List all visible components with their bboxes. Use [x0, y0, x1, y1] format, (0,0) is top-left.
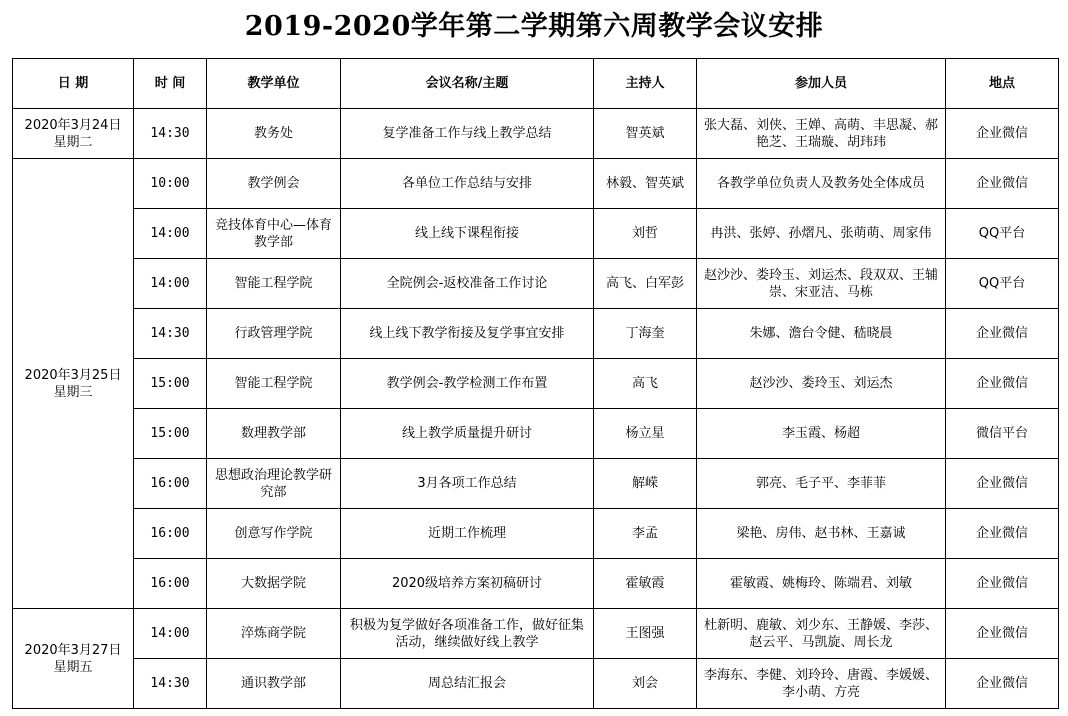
location-cell: QQ平台 [946, 259, 1059, 309]
attendees-cell: 李玉霞、杨超 [697, 409, 946, 459]
meeting-schedule-table [12, 58, 1059, 709]
time-cell: 10:00 [134, 159, 207, 209]
date-cell [13, 609, 134, 709]
weekday-text: 星期五 [53, 659, 93, 675]
header-host: 主持人 [594, 59, 697, 109]
location-cell: 企业微信 [946, 509, 1059, 559]
time-cell: 14:00 [134, 209, 207, 259]
table-row [13, 109, 1059, 159]
table-row [13, 459, 1059, 509]
time-cell: 14:00 [134, 259, 207, 309]
host-cell: 解嵘 [594, 459, 697, 509]
time-cell: 14:00 [134, 609, 207, 659]
time-cell: 16:00 [134, 509, 207, 559]
location-cell: 企业微信 [946, 559, 1059, 609]
date-text: 2020年3月27日 [24, 642, 122, 658]
header-date: 日 期 [13, 59, 134, 109]
host-cell: 杨立星 [594, 409, 697, 459]
date-text: 2020年3月24日 [24, 117, 122, 133]
attendees-cell: 赵沙沙、娄玲玉、刘运杰、段双双、王辅崇、宋亚洁、马栋 [697, 259, 946, 309]
unit-cell: 大数据学院 [207, 559, 341, 609]
date-cell [13, 159, 134, 609]
time-cell: 14:30 [134, 659, 207, 709]
location-cell: 微信平台 [946, 409, 1059, 459]
header-attendees: 参加人员 [697, 59, 946, 109]
date-cell [13, 109, 134, 159]
date-text: 2020年3月25日 [24, 367, 122, 383]
table-row [13, 409, 1059, 459]
host-cell: 李孟 [594, 509, 697, 559]
unit-cell: 智能工程学院 [207, 359, 341, 409]
attendees-cell: 冉洪、张婷、孙熠凡、张萌萌、周家伟 [697, 209, 946, 259]
table-row [13, 209, 1059, 259]
attendees-cell: 杜新明、鹿敏、刘少东、王静媛、李莎、赵云平、马凯旋、周长龙 [697, 609, 946, 659]
host-cell: 智英斌 [594, 109, 697, 159]
topic-cell: 全院例会-返校准备工作讨论 [341, 259, 594, 309]
host-cell: 高飞 [594, 359, 697, 409]
attendees-cell: 梁艳、房伟、赵书林、王嘉诚 [697, 509, 946, 559]
unit-cell: 竞技体育中心—体育教学部 [207, 209, 341, 259]
weekday-text: 星期二 [53, 134, 93, 150]
location-cell: 企业微信 [946, 159, 1059, 209]
header-topic: 会议名称/主题 [341, 59, 594, 109]
topic-cell: 2020级培养方案初稿研讨 [341, 559, 594, 609]
header-unit: 教学单位 [207, 59, 341, 109]
unit-cell: 教务处 [207, 109, 341, 159]
location-cell: 企业微信 [946, 459, 1059, 509]
attendees-cell: 各教学单位负责人及教务处全体成员 [697, 159, 946, 209]
time-cell: 16:00 [134, 559, 207, 609]
unit-cell: 淬炼商学院 [207, 609, 341, 659]
attendees-cell: 霍敏霞、姚梅玲、陈端君、刘敏 [697, 559, 946, 609]
host-cell: 王图强 [594, 609, 697, 659]
attendees-cell: 朱娜、澹台令健、嵇晓晨 [697, 309, 946, 359]
table-row [13, 659, 1059, 709]
host-cell: 刘哲 [594, 209, 697, 259]
table-row [13, 159, 1059, 209]
topic-cell: 近期工作梳理 [341, 509, 594, 559]
unit-cell: 智能工程学院 [207, 259, 341, 309]
table-row [13, 359, 1059, 409]
location-cell: 企业微信 [946, 309, 1059, 359]
time-cell: 15:00 [134, 409, 207, 459]
attendees-cell: 张大磊、刘侠、王婵、高萌、丰思凝、郝艳芝、王瑞璇、胡玮玮 [697, 109, 946, 159]
time-cell: 15:00 [134, 359, 207, 409]
attendees-cell: 李海东、李健、刘玲玲、唐霞、李媛媛、李小萌、方亮 [697, 659, 946, 709]
topic-cell: 线上线下课程衔接 [341, 209, 594, 259]
topic-cell: 周总结汇报会 [341, 659, 594, 709]
location-cell: QQ平台 [946, 209, 1059, 259]
topic-cell: 复学准备工作与线上教学总结 [341, 109, 594, 159]
table-row [13, 259, 1059, 309]
table-row [13, 509, 1059, 559]
weekday-text: 星期三 [53, 384, 93, 400]
topic-cell: 积极为复学做好各项准备工作，做好征集活动，继续做好线上教学 [341, 609, 594, 659]
unit-cell: 思想政治理论教学研究部 [207, 459, 341, 509]
page-title: 2019-2020学年第二学期第六周教学会议安排 [244, 11, 824, 42]
host-cell: 霍敏霞 [594, 559, 697, 609]
time-cell: 16:00 [134, 459, 207, 509]
table-row [13, 609, 1059, 659]
unit-cell: 通识教学部 [207, 659, 341, 709]
unit-cell: 创意写作学院 [207, 509, 341, 559]
unit-cell: 数理教学部 [207, 409, 341, 459]
location-cell: 企业微信 [946, 659, 1059, 709]
attendees-cell: 郭亮、毛子平、李菲菲 [697, 459, 946, 509]
host-cell: 丁海奎 [594, 309, 697, 359]
topic-cell: 线上教学质量提升研讨 [341, 409, 594, 459]
location-cell: 企业微信 [946, 359, 1059, 409]
table-header-row [13, 59, 1059, 109]
location-cell: 企业微信 [946, 109, 1059, 159]
topic-cell: 各单位工作总结与安排 [341, 159, 594, 209]
table-row [13, 309, 1059, 359]
unit-cell: 行政管理学院 [207, 309, 341, 359]
topic-cell: 3月各项工作总结 [341, 459, 594, 509]
topic-cell: 教学例会-教学检测工作布置 [341, 359, 594, 409]
host-cell: 高飞、白军彭 [594, 259, 697, 309]
time-cell: 14:30 [134, 109, 207, 159]
location-cell: 企业微信 [946, 609, 1059, 659]
topic-cell: 线上线下教学衔接及复学事宜安排 [341, 309, 594, 359]
header-time: 时 间 [134, 59, 207, 109]
unit-cell: 教学例会 [207, 159, 341, 209]
host-cell: 林毅、智英斌 [594, 159, 697, 209]
header-location: 地点 [946, 59, 1059, 109]
time-cell: 14:30 [134, 309, 207, 359]
table-row [13, 559, 1059, 609]
attendees-cell: 赵沙沙、娄玲玉、刘运杰 [697, 359, 946, 409]
host-cell: 刘会 [594, 659, 697, 709]
